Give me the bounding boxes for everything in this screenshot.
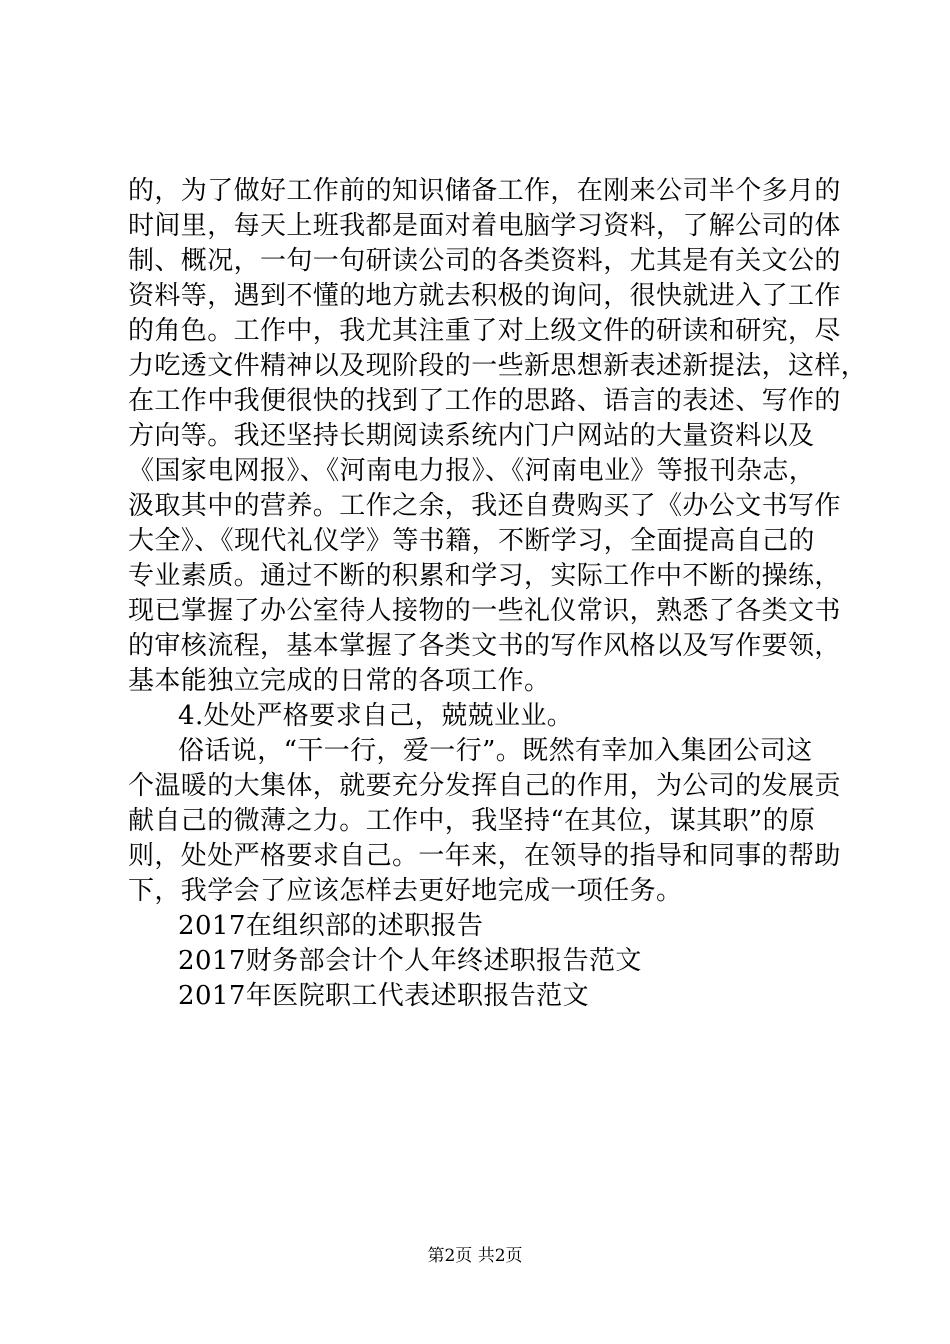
section-heading: 4.处处严格要求自己，兢兢业业。: [178, 701, 574, 731]
related-link[interactable]: 2017财务部会计个人年终述职报告范文: [178, 946, 642, 976]
body-line: 俗话说，“干一行，爱一行”。既然有幸加入集团公司这: [178, 736, 813, 766]
body-line: 汲取其中的营养。工作之余，我还自费购买了《办公文书写作: [128, 491, 841, 521]
body-line: 的，为了做好工作前的知识储备工作，在刚来公司半个多月的: [128, 176, 841, 206]
related-link[interactable]: 2017在组织部的述职报告: [178, 911, 484, 941]
body-line: 资料等，遇到不懂的地方就去积极的询问，很快就进入了工作: [128, 281, 841, 311]
body-line: 《国家电网报》、《河南电力报》、《河南电业》等报刊杂志，: [128, 456, 816, 486]
body-line: 方向等。我还坚持长期阅读系统内门户网站的大量资料以及: [128, 421, 815, 451]
body-line: 专业素质。通过不断的积累和学习，实际工作中不断的操练，: [128, 561, 841, 591]
body-line: 现已掌握了办公室待人接物的一些礼仪常识，熟悉了各类文书: [128, 596, 841, 626]
body-line: 则，处处严格要求自己。一年来，在领导的指导和同事的帮助: [128, 841, 841, 871]
body-line: 力吃透文件精神以及现阶段的一些新思想新表述新提法，这样，: [128, 351, 868, 381]
body-line: 基本能独立完成的日常的各项工作。: [128, 666, 551, 696]
body-line: 献自己的微薄之力。工作中，我坚持“在其位，谋其职”的原: [128, 806, 816, 836]
related-link[interactable]: 2017年医院职工代表述职报告范文: [178, 981, 589, 1011]
body-line: 时间里，每天上班我都是面对着电脑学习资料，了解公司的体: [128, 211, 841, 241]
body-line: 个温暖的大集体，就要充分发挥自己的作用，为公司的发展贡: [128, 771, 841, 801]
body-line: 在工作中我便很快的找到了工作的思路、语言的表述、写作的: [128, 386, 841, 416]
body-line: 下，我学会了应该怎样去更好地完成一项任务。: [128, 876, 683, 906]
body-line: 制、概况，一句一句研读公司的各类资料，尤其是有关文公的: [128, 246, 841, 276]
body-line: 的角色。工作中，我尤其注重了对上级文件的研读和研究，尽: [128, 316, 841, 346]
body-line: 的审核流程，基本掌握了各类文书的写作风格以及写作要领，: [128, 631, 841, 661]
body-line: 大全》、《现代礼仪学》等书籍，不断学习，全面提高自己的: [128, 526, 815, 556]
page-number: 第2页 共2页: [427, 1246, 523, 1266]
